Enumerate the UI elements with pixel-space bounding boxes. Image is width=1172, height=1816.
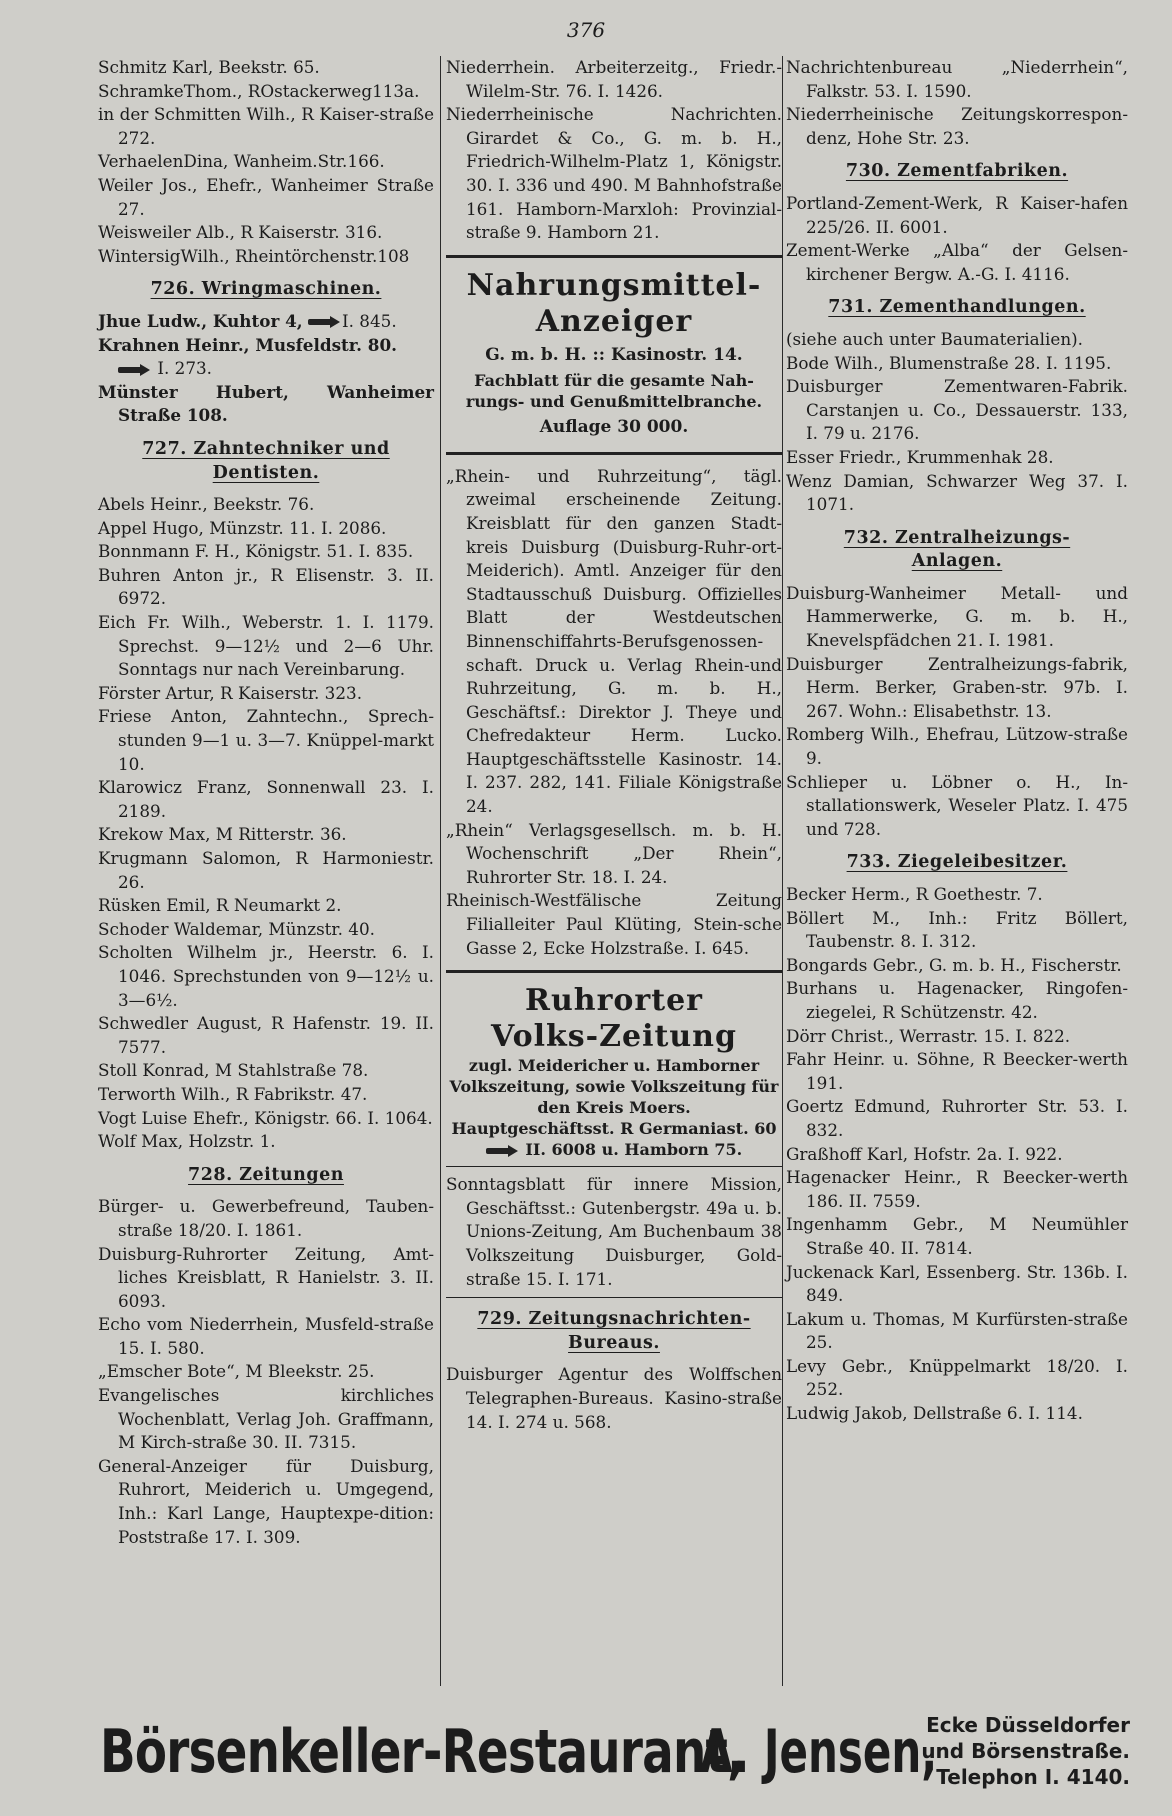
list-item: Stoll Konrad, M Stahlstraße 78. bbox=[98, 1060, 369, 1081]
list-item: Schwedler August, R Hafenstr. 19. II. 7577. bbox=[98, 1013, 434, 1057]
footer-advertisement bbox=[100, 1712, 1130, 1800]
restaurant-name: Börsenkeller-Restaurant, bbox=[100, 1717, 745, 1787]
list-item: SchramkeThom., ROstackerweg113a. bbox=[98, 80, 420, 101]
list-item: WintersigWilh., Rheintörchenstr.108 bbox=[98, 245, 410, 266]
list-item: Bongards Gebr., G. m. b. H., Fischerstr. bbox=[786, 954, 1122, 975]
list-item: Graßhoff Karl, Hofstr. 2a. I. 922. bbox=[786, 1143, 1063, 1164]
list-item: Weiler Jos., Ehefr., Wanheimer Straße 27. bbox=[98, 174, 434, 219]
list-item: Terworth Wilh., R Fabrikstr. 47. bbox=[98, 1083, 368, 1104]
section-727-heading: 727. Zahntechniker und Dentisten. bbox=[142, 438, 390, 483]
restaurant-owner: A. Jensen, bbox=[700, 1717, 938, 1787]
list-item: VerhaelenDina, Wanheim.Str.166. bbox=[98, 151, 385, 172]
divider bbox=[446, 970, 782, 973]
list-item: Wolf Max, Holzstr. 1. bbox=[98, 1131, 276, 1152]
list-item: Levy Gebr., Knüppelmarkt 18/20. I. 252. bbox=[786, 1355, 1128, 1400]
list-item: Evangelisches kirchliches Wochenblatt, Verlag Joh. Graffmann, M Kirch-straße 30. II. 7315. bbox=[98, 1385, 434, 1453]
list-item: Duisburg-Wanheimer Metall- und Hammerwerke, G. m. b. H., Knevelspfädchen 21. I. 1981. bbox=[786, 582, 1128, 651]
list-item: Bürger- u. Gewerbefreund, Tauben-straße 18/20. I. 1861. bbox=[98, 1196, 434, 1240]
list-item: Hagenacker Heinr., R Beecker-werth 186. II. 7559. bbox=[786, 1167, 1128, 1211]
list-item: Romberg Wilh., Ehefrau, Lützow-straße 9. bbox=[786, 724, 1128, 769]
list-item: Becker Herm., R Goethestr. 7. bbox=[786, 884, 1043, 904]
list-item: Niederrheinische Zeitungskorrespon-denz, Hohe Str. 23. bbox=[786, 104, 1128, 148]
list-item: Eich Fr. Wilh., Weberstr. 1. I. 1179. Sprechst. 9—12½ und 2—6 Uhr. Sonntags nur nach Vereinbarung. bbox=[98, 612, 434, 680]
telephone-icon bbox=[308, 316, 342, 328]
list-item: Burhans u. Hagenacker, Ringofen-ziegelei, R Schützenstr. 42. bbox=[786, 978, 1128, 1022]
list-item: Lakum u. Thomas, M Kurfürsten-straße 25. bbox=[786, 1308, 1128, 1353]
list-item: Krugmann Salomon, R Harmoniestr. 26. bbox=[98, 848, 434, 892]
list-item: Esser Friedr., Krummenhak 28. bbox=[786, 446, 1054, 467]
section-729-heading: 729. Zeitungsnachrichten- Bureaus. bbox=[477, 1309, 751, 1353]
list-item: Jhue Ludw., Kuhtor 4, I. 845. bbox=[98, 310, 397, 331]
section-728-heading: 728. Zeitungen bbox=[188, 1164, 344, 1185]
list-item: „Rhein- und Ruhrzeitung“, tägl. zweimal erscheinende Zeitung. Kreisblatt für den ganzen Stadt-kreis Duisburg (Duisburg-Ruhr-ort-Meiderich). Amtl. Anzeiger für den Stadtausschuß Duisburg. Offizielles Blatt der Westdeutschen Binnenschiffahrts-Berufsgenossen-schaft. Druck u. Verlag Rhein-und Ruhrzeitung, G. m. b. H., Geschäftsf.: Direktor J. Theye und Chefredakteur Herm. Lucko. Hauptgeschäftsstelle Kasinostr. 14. I. 237. 282, 141. Filiale Königstraße 24. bbox=[446, 465, 782, 817]
list-item: Portland-Zement-Werk, R Kaiser-hafen 225/26. II. 6001. bbox=[786, 192, 1128, 237]
list-item: Duisburger Zementwaren-Fabrik. Carstanjen u. Co., Dessauerstr. 133, I. 79 u. 2176. bbox=[786, 376, 1128, 444]
list-item: Niederrheinische Nachrichten. Girardet & Co., G. m. b. H., Friedrich-Wilhelm-Platz 1, Königstr. 30. I. 336 und 490. M Bahnhofstraße 161. Hamborn-Marxloh: Provinzial-straße 9. Hamborn 21. bbox=[446, 104, 782, 243]
column-2 bbox=[446, 56, 782, 1434]
list-item: Vogt Luise Ehefr., Königstr. 66. I. 1064. bbox=[98, 1107, 433, 1128]
list-item: Ludwig Jakob, Dellstraße 6. I. 114. bbox=[786, 1403, 1083, 1424]
list-item: Appel Hugo, Münzstr. 11. I. 2086. bbox=[98, 517, 387, 538]
list-item: (siehe auch unter Baumaterialien). bbox=[786, 328, 1084, 349]
list-item: Bonnmann F. H., Königstr. 51. I. 835. bbox=[98, 541, 414, 562]
column-1 bbox=[98, 56, 434, 1549]
list-item: Zement-Werke „Alba“ der Gelsen-kirchener Bergw. A.-G. I. 4116. bbox=[786, 240, 1128, 284]
section-730-heading: 730. Zementfabriken. bbox=[845, 161, 1069, 182]
column-divider bbox=[440, 56, 441, 1686]
list-item: Abels Heinr., Beekstr. 76. bbox=[98, 494, 315, 515]
section-733-heading: 733. Ziegeleibesitzer. bbox=[846, 852, 1068, 873]
list-item: Duisburger Zentralheizungs-fabrik, Herm. Berker, Graben-str. 97b. I. 267. Wohn.: Elisabethstr. 13. bbox=[786, 653, 1128, 721]
list-item: Weisweiler Alb., R Kaiserstr. 316. bbox=[98, 222, 383, 243]
list-item: Rheinisch-Westfälische Zeitung Filialleiter Paul Klüting, Stein-sche Gasse 2, Ecke Holzstraße. I. 645. bbox=[446, 890, 782, 958]
divider bbox=[446, 452, 782, 455]
list-item: Münster Hubert, Wanheimer Straße 108. bbox=[98, 381, 434, 426]
list-item: Echo vom Niederrhein, Musfeld-straße 15. I. 580. bbox=[98, 1314, 434, 1358]
list-item: „Emscher Bote“, M Bleekstr. 25. bbox=[98, 1361, 375, 1382]
telephone-icon bbox=[118, 364, 152, 376]
ad-ruhrorter-volks-zeitung: Ruhrorter Volks-Zeitung zugl. Meidericher u. Hamborner Volkszeitung, sowie Volkszeitung für den Kreis Moers. Hauptgeschäftsst. R Germaniast. 60 II. 6008 u. Hamborn 75. bbox=[449, 983, 779, 1160]
list-item: Buhren Anton jr., R Elisenstr. 3. II. 6972. bbox=[98, 564, 434, 609]
list-item: Krahnen Heinr., Musfeldstr. 80. I. 273. bbox=[98, 334, 397, 379]
list-item: Sonntagsblatt für innere Mission, Geschäftsst.: Gutenbergstr. 49a u. b. Unions-Zeitung, Am Buchenbaum 38 Volkszeitung Duisburger, Gold-straße 15. I. 171. bbox=[446, 1174, 782, 1289]
column-divider bbox=[782, 56, 783, 1686]
list-item: Wenz Damian, Schwarzer Weg 37. I. 1071. bbox=[786, 470, 1128, 515]
list-item: Nachrichtenbureau „Niederrhein“, Falkstr. 53. I. 1590. bbox=[786, 57, 1128, 101]
list-item: Schlieper u. Löbner o. H., In-stallationswerk, Weseler Platz. I. 475 und 728. bbox=[786, 771, 1128, 839]
ad-nahrungsmittel-anzeiger: Nahrungsmittel- Anzeiger G. m. b. H. :: Kasinostr. 14. Fachblatt für die gesamte Nah-rungs- und Genußmittelbranche. Auflage 30 000. bbox=[465, 267, 763, 437]
list-item: Krekow Max, M Ritterstr. 36. bbox=[98, 824, 347, 845]
list-item: General-Anzeiger für Duisburg, Ruhrort, Meiderich u. Umgegend, Inh.: Karl Lange, Hauptexpe-dition: Poststraße 17. I. 309. bbox=[98, 1455, 434, 1547]
list-item: Goertz Edmund, Ruhrorter Str. 53. I. 832. bbox=[786, 1096, 1128, 1140]
list-item: Friese Anton, Zahntechn., Sprech-stunden 9—1 u. 3—7. Knüppel-markt 10. bbox=[98, 706, 434, 774]
section-731-heading: 731. Zementhandlungen. bbox=[828, 297, 1086, 318]
list-item: Scholten Wilhelm jr., Heerstr. 6. I. 1046. Sprechstunden von 9—12½ u. 3—6½. bbox=[98, 942, 434, 1010]
column-3 bbox=[786, 56, 1128, 1426]
list-item: Klarowicz Franz, Sonnenwall 23. I. 2189. bbox=[98, 777, 434, 821]
telephone-icon bbox=[486, 1145, 520, 1157]
list-item: in der Schmitten Wilh., R Kaiser-straße 272. bbox=[98, 104, 434, 148]
list-item: Rüsken Emil, R Neumarkt 2. bbox=[98, 895, 342, 916]
divider bbox=[446, 255, 782, 258]
divider bbox=[446, 1166, 782, 1167]
list-item: Niederrhein. Arbeiterzeitg., Friedr.-Wilelm-Str. 76. I. 1426. bbox=[446, 57, 782, 101]
list-item: „Rhein“ Verlagsgesellsch. m. b. H. Wochenschrift „Der Rhein“, Ruhrorter Str. 18. I. 24. bbox=[446, 819, 782, 887]
list-item: Ingenhamm Gebr., M Neumühler Straße 40. II. 7814. bbox=[786, 1214, 1128, 1258]
list-item: Schmitz Karl, Beekstr. 65. bbox=[98, 57, 320, 77]
section-726-heading: 726. Wringmaschinen. bbox=[150, 279, 382, 300]
page-number: 376 bbox=[566, 18, 606, 42]
list-item: Schoder Waldemar, Münzstr. 40. bbox=[98, 918, 375, 939]
section-732-heading: 732. Zentralheizungs- Anlagen. bbox=[843, 527, 1071, 572]
list-item: Bode Wilh., Blumenstraße 28. I. 1195. bbox=[786, 352, 1112, 373]
list-item: Dörr Christ., Werrastr. 15. I. 822. bbox=[786, 1025, 1071, 1046]
divider bbox=[446, 1297, 782, 1298]
list-item: Juckenack Karl, Essenberg. Str. 136b. I. 849. bbox=[786, 1261, 1128, 1306]
list-item: Duisburg-Ruhrorter Zeitung, Amt-liches Kreisblatt, R Hanielstr. 3. II. 6093. bbox=[98, 1243, 434, 1311]
list-item: Böllert M., Inh.: Fritz Böllert, Taubenstr. 8. I. 312. bbox=[786, 907, 1128, 952]
list-item: Duisburger Agentur des Wolffschen Telegraphen-Bureaus. Kasino-straße 14. I. 274 u. 568. bbox=[446, 1364, 782, 1432]
list-item: Förster Artur, R Kaiserstr. 323. bbox=[98, 682, 363, 703]
restaurant-address: Ecke Düsseldorfer und Börsenstraße. Telephon I. 4140. bbox=[921, 1713, 1130, 1789]
list-item: Fahr Heinr. u. Söhne, R Beecker-werth 191. bbox=[786, 1049, 1128, 1093]
